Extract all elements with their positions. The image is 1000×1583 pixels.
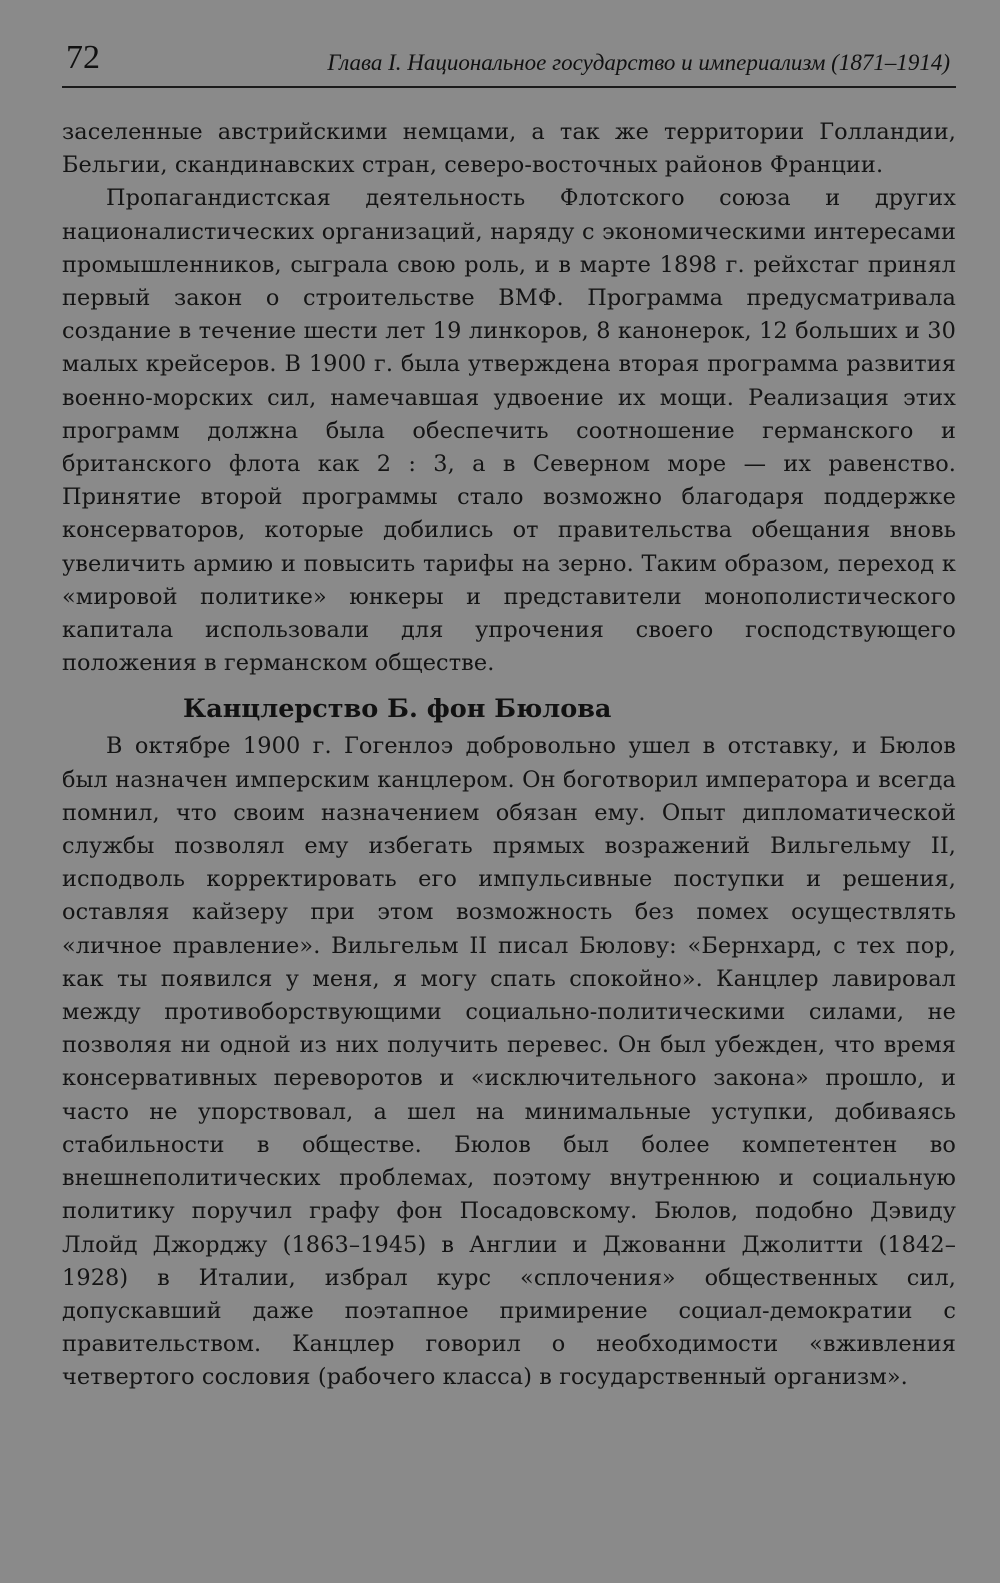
paragraph: В октябре 1900 г. Гогенлоэ добровольно ушел в отставку, и Бюлов был назначен имперским канцлером. Он боготворил императора и всегда помнил, что своим назначением обязан ему. Опыт дипломатической службы позволял ему избегать прямых возражений Вильгельму II, исподволь корректировать его импульсивные поступки и решения, оставляя кайзеру при этом возможность без помех осуществлять «личное правление». Вильгельм II писал Бюлову: «Бернхард, с тех пор, как ты появился у меня, я могу спать спокойно». Канцлер лавировал между противоборствующими социально-политическими силами, не позволяя ни одной из них получить перевес. Он был убежден, что время консервативных переворотов и «исключительного закона» прошло, и часто не упорствовал, а шел на минимальные уступки, добиваясь стабильности в обществе. Бюлов был более компетентен во внешнеполитических проблемах, поэтому внутреннюю и социальную политику поручил графу фон Посадовскому. Бюлов, подобно Дэвиду Ллойд Джорджу (1863–1945) в Англии и Джованни Джолитти (1842–1928) в Италии, избрал курс «сплочения» общественных сил, допускавший даже поэтапное примирение социал-демократии с правительством. Канцлер говорил о необходимости «вживления четвертого сословия (рабочего класса) в государственный организм». (62, 733, 956, 1391)
running-head (62, 38, 956, 88)
chapter-title: Глава I. Национальное государство и империализм (1871–1914) (327, 50, 950, 75)
paragraph-continued: заселенные австрийскими немцами, а так же территории Голландии, Бельгии, скандинавских стран, северо-восточных районов Франции. (62, 119, 956, 179)
section-heading: Канцлерство Б. фон Бюлова (183, 694, 612, 725)
page-number: 72 (66, 39, 100, 76)
book-page (62, 38, 956, 1395)
paragraph: Пропагандистская деятельность Флотского союза и других националистических организаций, наряду с экономическими интересами промышленников, сыграла свою роль, и в марте 1898 г. рейхстаг принял первый закон о строительстве ВМФ. Программа предусматривала создание в течение шести лет 19 линкоров, 8 канонерок, 12 больших и 30 малых крейсеров. В 1900 г. была утверждена вторая программа развития военно-морских сил, намечавшая удвоение их мощи. Реализация этих программ должна была обеспечить соотношение германского и британского флота как 2 : 3, а в Северном море — их равенство. Принятие второй программы стало возможно благодаря поддержке консерваторов, которые добились от правительства обещания вновь увеличить армию и повысить тарифы на зерно. Таким образом, переход к «мировой политике» юнкеры и представители монополистического капитала использовали для упрочения своего господствующего положения в германском обществе. (62, 185, 956, 677)
body-text (62, 116, 956, 1395)
